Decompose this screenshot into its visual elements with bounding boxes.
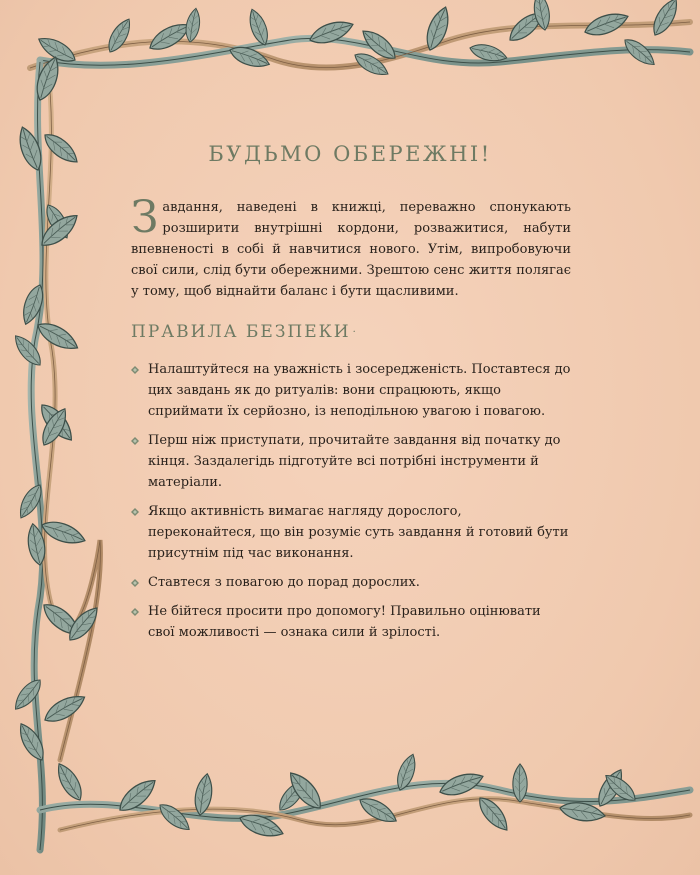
rules-heading (131, 322, 358, 342)
rule-text: Перш ніж приступати, прочитайте завдання від початку до кінця. Заздалегідь підготуйте всі потрібні інструменти й матеріали. (148, 433, 561, 490)
diamond-bullet-icon (131, 579, 139, 587)
list-item (131, 601, 571, 643)
rule-text: Не бійтеся просити про допомогу! Правильно оцінювати свої можливості — ознака сили й зрілості. (148, 604, 541, 640)
list-item (131, 359, 571, 422)
rule-text: Налаштуйтеся на уважність і зосередженість. Поставтеся до цих завдань як до ритуалів: вони спрацюють, якщо сприймати їх серйозно, із неподільною увагою і повагою. (148, 362, 571, 419)
page-title: БУДЬМО ОБЕРЕЖНІ! (208, 142, 492, 166)
diamond-bullet-icon (131, 437, 139, 445)
list-item (131, 430, 571, 493)
intro-text: авдання, наведені в книжці, переважно спонукають розширити внутрішні кордони, розважитися, набути впевненості в собі й навчитися нового. Утім, випробовуючи свої сили, слід бути обережними. Зрештою сенс життя полягає у тому, щоб віднайти баланс і бути щасливими. (131, 200, 571, 299)
heading-ornament-icon: · (352, 327, 358, 338)
intro-paragraph (131, 192, 571, 302)
safety-rules-list (131, 359, 571, 651)
list-item (131, 501, 571, 564)
diamond-bullet-icon (131, 366, 139, 374)
rule-text: Якщо активність вимагає нагляду дорослого, переконайтеся, що він розуміє суть завдання й готовий бути присутнім під час виконання. (148, 504, 569, 561)
drop-cap: З (131, 192, 159, 243)
rule-text: Ставтеся з повагою до порад дорослих. (148, 575, 420, 590)
diamond-bullet-icon (131, 508, 139, 516)
diamond-bullet-icon (131, 608, 139, 616)
top-vine (30, 0, 690, 80)
left-vine (10, 54, 103, 850)
rules-heading-text: ПРАВИЛА БЕЗПЕКИ (131, 322, 351, 342)
bottom-vine (40, 752, 690, 842)
list-item (131, 572, 571, 593)
